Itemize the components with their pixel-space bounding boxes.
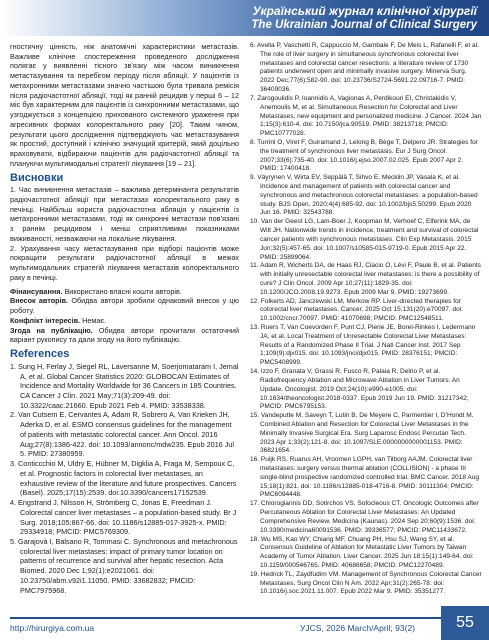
left-column [10,42,239,595]
discussion-paragraph: гностичну цінність, ніж анатомічні характеристики метастазів. Важливе клінічне спостереження проведеного дослідження полягає у виявленні тісного зв’язку між часом виникнення метастазування та перебігом періоду після абляції. У пацієнтів із метахронними метастазами значно частішою була тривала ремісія після радіочастотної абляції, тоді як ранній рецидив у перші 6 – 12 міс був характерним для пацієнтів із синхронними метастазами, що узгоджується з концепцією прихованого системного ураження при агресивних формах колоректального раку [20]. Таким чином, результати цього дослідження підтверджують час метастазування як простий, доступний і клінічно значущий критерій, який доцільно враховувати, відбираючи пацієнтів для радіочастотної абляції та плануючи мультимодальні стратегії лікування [19 – 21]. [10,42,239,168]
footer-divider [10,617,489,619]
consent-label: Згода на публікацію. [10,325,93,335]
contrib-label: Внесок авторів. [10,296,69,306]
right-column [250,42,482,597]
conclusion-1: 1. Час виникнення метастазів – важлива детермінанта результатів радіочастотної абляції при метастазах колоректального раку в печінці. Найбільш користа радіочастотна абляція у пацієнтів із метахронними метастазами, тоді як синхронні метастази пов’язані з раннім рецидивом і менш сприятливими показниками виживаності, незважаючи на локальне лікування. [10,185,239,243]
reference-item: 11. Adam R, Wicherts DA, de Haas RJ, Ciacio O, Lévi F, Paule B, et al. Patients with initially unresectable colorectal liver metastases: is there a possibility of cure? J Clin Oncol. 2009 Apr 10;27(11):1829-35. doi: 10.1200/JCO.2008.19.9273. Epub 2009 Mar 9. PMID: 19273699. [250,262,481,296]
conclusions-heading: Висновки [10,171,64,184]
reference-item: 1. Sung H, Ferlay J, Siegel RL, Laversanne M, Soerjomataram I, Jemal A, et al. Global Cancer Statistics 2020: GLOBOCAN Estimates of Incidence and Mortality Worldwide for 36 Cancers in 185 Countries. CA Cancer J Clin. 2021 May;71(3):209-49. doi: 10.3322/caac.21660. Epub 2021 Feb 4. PMID: 33538338. [10,361,239,410]
journal-url[interactable]: http://hirurgiya.com.ua [10,623,95,633]
reference-item: 6. Avella P, Vaschetti R, Cappuccio M, Gambale F, De Meis L, Rafanelli F, et al. The role of liver surgery in simultaneous synchronous colorectal liver metastases and colorectal cancer resections: a literature review of 1730 patients underwent open and minimally invasive surgery. Minerva Surg. 2022 Dec;77(6):582-90. doi: 10.23736/S2724-5691.22.09716-7. PMID: 36409036. [250,42,479,94]
reference-item: 12. Folkerts AD, Janczewski LM, Merkow RP. Liver-directed therapies for colorectal liver metastases. Cancer. 2025 Oct 15;131(20):e70097. doi: 10.1002/cncr.70097. PMID: 41070698; PMCID: PMC12548511. [250,297,464,323]
reference-item: 3. Conticcchio M, Uldry E, Hübner M, Digklia A, Fraga M, Sempoux C, et al. Prognostic factors in colorectal liver metastases, an exhaustive review of the literature and future prospectives. Cancers (Basel). 2025;17(15):2539. doi:10.3390/cancers17152539. [10,459,237,498]
reference-item: 17. Chlorogiannis DD, Sotirchos VS, Sofocleous CT. Oncologic Outcomes after Percutaneous Ablation for Colorectal Liver Metastases: An Updated Comprehensive Review. Medicina (Kaunas). 2024 Sep 20;60(9):1536. doi: 10.3390/medicina60091536. PMID: 39336577; PMCID: PMC11433672. [250,500,479,534]
conflict-text: Немає. [80,315,107,325]
consent-text: Обидва автори прочитали остаточний варіант рукопису та дали згоду на його публікацію. [10,325,239,345]
page-number: 55 [441,606,489,640]
reference-item: 5. Garajová I, Balsano R, Tommasi C. Synchronous and metachronous colorectal liver metastases: impact of primary tumor location on patterns of recurrence and survival after hepatic resection. Acta Biomed. 2020 Dec 1;92(1):e2021061. doi: 10.23750/abm.v92i1.11050. PMID: 33682832; PMCID: PMC7975968. [10,536,238,595]
reference-item: 19. Hedrick TL, Zaydfudim VM. Management of Synchronous Colorectal Cancer Metastases. Surg Oncol Clin N Am. 2022 Apr;31(2):265-78. doi: 10.1016/j.soc.2021.11.007. Epub 2022 Mar 9. PMID: 35351277. [250,570,482,596]
reference-item: 14. Izzo F, Granata V, Grassi R, Fusco R, Palaia R, Delrio P, et al. Radiofrequency Ablation and Microwave Ablation in Liver Tumors: An Update. Oncologist. 2019 Oct;24(10):e990-e1005. doi: 10.1634/theoncologist.2018-0337. Epub 2019 Jun 19. PMID: 31217342; PMCID: PMC6795153. [250,368,469,411]
journal-header [0,0,489,36]
contrib-statement [10,296,239,315]
reference-item: 4. Engstrand J, Nilsson H, Strömberg C, Jonas E, Freedman J. Colorectal cancer liver metastases – a population-based study. Br J Surg. 2018;105:867-66. doi: 10.1186/s12885-017-3925-x. PMID: 29334918; PMCID: PMC5769309. [10,498,237,537]
reference-item: 9. Väyrynen V, Wirta EV, Seppälä T, Sihvo E, Mecklin JP, Vasala K, et al. Incidence and management of patients with colorectal cancer and synchronous and metachronous colorectal metastases: a population-based study. BJS Open. 2020;4(4):685-92. doi: 10.1002/bjs5.50299. Epub 2020 Jun 16. PMID: 32543788. [250,174,478,217]
journal-title-uk: Український журнал клінічної хірургії [252,4,477,18]
journal-citation: УJCS, 2026 March/April; 93(2) [300,623,415,633]
reference-item: 15. Vandeputte M, Saveyn T, Lutin B, De Meyere C, Parmentier I, D’Hondt M. Combined Ablation and Resection for Colorectal Liver Metastases in the Minimally Invasive Surgical Era. Surg Laparosc Endosc Percutan Tech. 2023 Apr 1;33(2):121-8. doi: 10.1097/SLE.0000000000001153. PMID: 36821654. [250,412,474,455]
contrib-text: Обидва автори зробили однаковий внесок у цю роботу. [10,296,239,316]
reference-item: 18. Wu MS, Kao WY, Chiang MF, Chuang PH, Hsu SJ, Wang SY, et al. Consensus Guideline of Ablation for Metastatic Liver Tumors by Taiwan Academy of Tumor Ablation. Liver Cancer. 2025 Jun 18;15(1):149-64. doi: 10.1159/000546765. PMID: 40686658; PMCID: PMC12270489. [250,535,474,569]
conflict-label: Конфлікт інтересів. [10,315,81,325]
reference-item: 2. Van Cutsem E, Cervantes A, Adam R, Sobrero A, Van Krieken JH, Aderka D, et al. ESMO consensus guidelines for the management of patients with metastatic colorectal cancer. Ann Oncol. 2016 Aug;27(8):1386-422. doi: 10.1093/annonc/mdw235. Epub 2016 Jul 5. PMID: 27380959. [10,410,235,459]
conflict-statement [10,316,239,326]
consent-statement [10,326,239,345]
references-heading: References [10,348,70,361]
funding-label: Фінансування. [10,286,63,296]
funding-text: Використано власні кошти авторів. [62,286,182,296]
reference-item: 8. Turrini O, Viret F, Guiramand J, Lelong B, Bège T, Delpero JR. Strategies for the treatment of synchronous liver metastasis. Eur J Surg Oncol. 2007;33(6):735-40. doi: 10.1016/j.ejso.2007.02.025. Epub 2007 Apr 2. PMID: 17400418. [250,138,478,173]
journal-title-en: The Ukrainian Journal of Clinical Surgery [251,19,477,31]
reference-item: 10. Van der Geest LG, Lam-Boer J, Koopman M, Verhoef C, Elferink MA, de Wilt JH. Nationwide trends in incidence, treatment and survival of colorectal cancer patients with synchronous metastases. Clin Exp Metastasis. 2015 Jun;32(5):457-65. doi: 10.1007/s10585-015-9719-0. Epub 2015 Apr 22. PMID: 25899064. [250,218,479,261]
reference-item: 16. Puijk RS, Ruarus AH, Vroomen LGPH, van Tilborg AAJM. Colorectal liver metastases: surgery versus thermal ablation (COLLISION) - a phase III single-blind prospective randomized controlled trial. BMC Cancer. 2018 Aug 15;18(1):821. doi: 10.1186/s12885-018-4716-8. PMID: 30111304; PMCID: PMC6094448. [250,456,480,499]
funding-statement [10,287,239,297]
conclusion-2: 2. Урахування часу метастазування при відборі пацієнтів може покращити результати радіочастотної абляції в межах мультимодальних стратегій лікування метастазів колоректального раку в печінці. [10,243,239,282]
reference-item: 7. Zarogoulidis P, Ioannidis A, Vagionas A, Perdikouri EI, Christakidis V, Anemoulis M, et al. Simultaneous Resection for Colorectal and Liver Metastases, new equipment and personalized medicine. J Cancer. 2024 Jan 1;15(3):610-4. doi: 10.7150/jca.90519. PMID: 38213718; PMCID: PMC10777028. [250,94,482,138]
reference-item: 13. Ruers T, Van Coevorden F, Punt CJ, Pierie JE, Borel-Rinkes I, Ledermann JA, et al. Local Treatment of Unresectable Colorectal Liver Metastases: Results of a Randomized Phase II Trial. J Natl Cancer Inst. 2017 Sep 1;109(9):djx015. doi: 10.1093/jnci/djx015. PMID: 28376151; PMCID: PMC5408999. [250,324,476,367]
